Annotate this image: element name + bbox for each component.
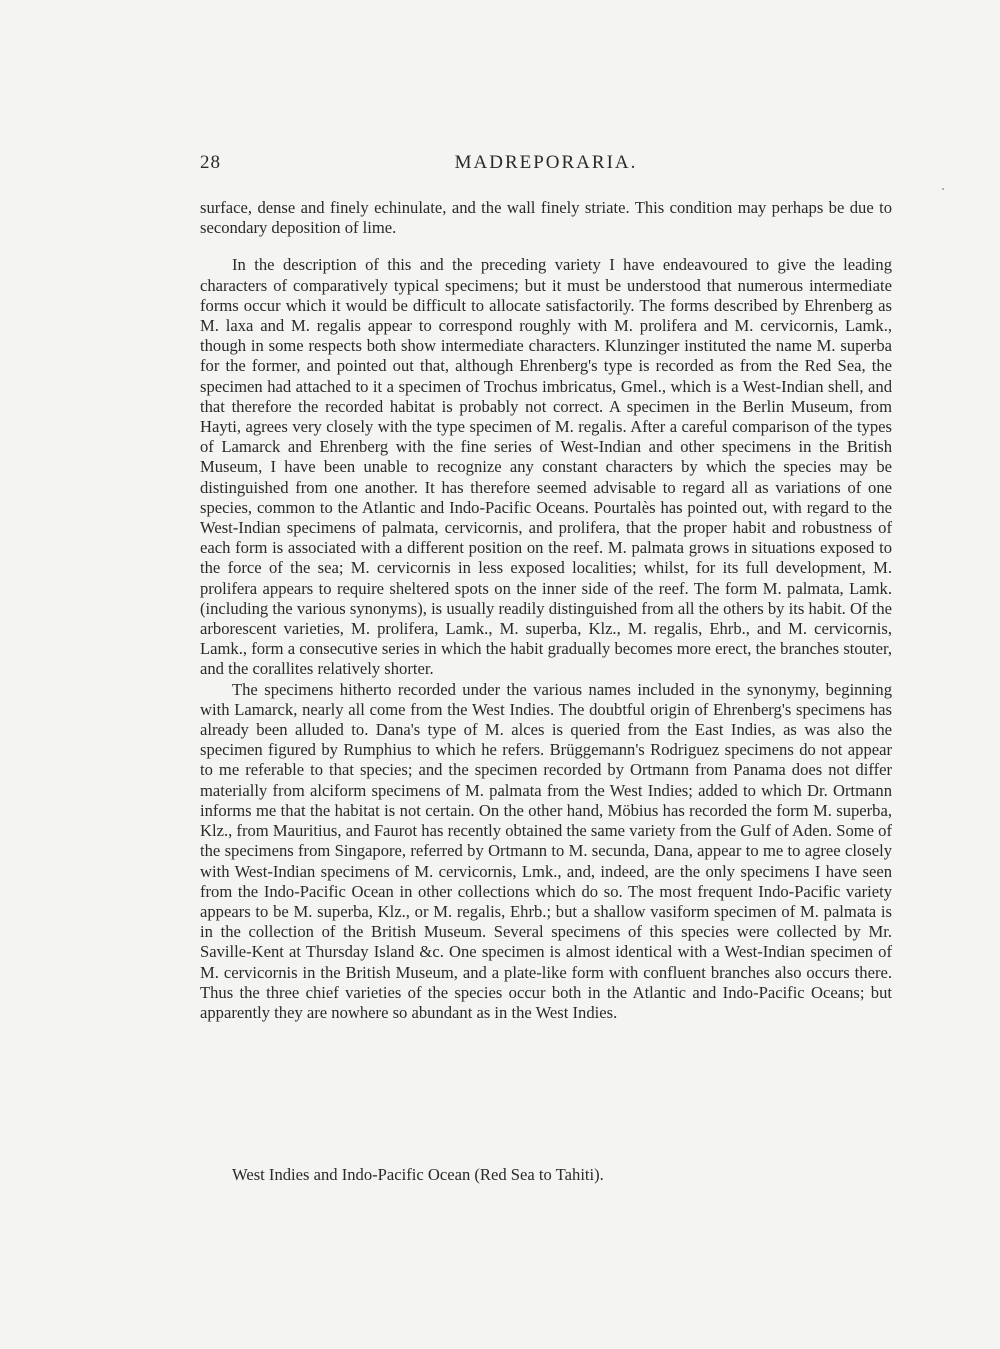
paragraph-description: In the description of this and the preceding variety I have endeavoured to give the leading characters of comparatively typical specimens; but it must be understood that numerous intermediate forms occur which it would be difficult to allocate satisfactorily. The forms described by Ehrenberg as M. laxa and M. regalis appear to correspond roughly with M. prolifera and M. cervicornis, Lamk., though in some respects both show intermediate characters. Klunzinger instituted the name M. superba for the former, and pointed out that, although Ehrenberg's type is recorded as from the Red Sea, the specimen had attached to it a specimen of Trochus imbricatus, Gmel., which is a West-Indian shell, and that therefore the recorded habitat is probably not correct. A specimen in the Berlin Museum, from Hayti, agrees very closely with the type specimen of M. regalis. After a careful comparison of the types of Lamarck and Ehrenberg with the fine series of West-Indian and other specimens in the British Museum, I have been unable to recognize any constant characters by which the species may be distinguished from one another. It has therefore seemed advisable to regard all as variations of one species, common to the Atlantic and Indo-Pacific Oceans. Pourtalès has pointed out, with regard to the West-Indian specimens of palmata, cervicornis, and prolifera, that the proper habit and robustness of each form is associated with a different position on the reef. M. palmata grows in situations exposed to the force of the sea; M. cervicornis in less exposed localities; whilst, for its full development, M. prolifera appears to require sheltered spots on the inner side of the reef. The form M. palmata, Lamk. (including the various synonyms), is usually readily distinguished from all the others by its habit. Of the arborescent varieties, M. prolifera, Lamk., M. superba, Klz., M. regalis, Ehrb., and M. cervicornis, Lamk., form a consecutive series in which the habit gradually becomes more erect, the branches stouter, and the corallites relatively shorter. (200, 255, 892, 679)
page-number: 28 (200, 152, 221, 173)
body-text (200, 198, 892, 1023)
paragraph-distribution-discussion: The specimens hitherto recorded under the various names included in the synonymy, beginning with Lamarck, nearly all come from the West Indies. The doubtful origin of Ehrenberg's specimens has already been alluded to. Dana's type of M. alces is queried from the East Indies, as was also the specimen figured by Rumphius to which he refers. Brüggemann's Rodriguez specimens do not appear to me referable to that species; and the specimen recorded by Ortmann from Panama does not differ materially from alciform specimens of M. palmata from the West Indies; added to which Dr. Ortmann informs me that the habitat is not certain. On the other hand, Möbius has recorded the form M. superba, Klz., from Mauritius, and Faurot has recently obtained the same variety from the Gulf of Aden. Some of the specimens from Singapore, referred by Ortmann to M. secunda, Dana, appear to me to agree closely with West-Indian specimens of M. cervicornis, Lmk., and, indeed, are the only specimens I have seen from the Indo-Pacific Ocean in other collections which do so. The most frequent Indo-Pacific variety appears to be M. superba, Klz., or M. regalis, Ehrb.; but a shallow vasiform specimen of M. palmata is in the collection of the British Museum. Several specimens of this species were collected by Mr. Saville-Kent at Thursday Island &c. One specimen is almost identical with a West-Indian specimen of M. cervicornis in the British Museum, and a plate-like form with confluent branches also occurs there. Thus the three chief varieties of the species occur both in the Atlantic and Indo-Pacific Oceans; but apparently they are nowhere so abundant as in the West Indies. (200, 679, 892, 1022)
paragraph-continuation: surface, dense and finely echinulate, and the wall finely striate. This condition may perhaps be due to secondary deposition of lime. (200, 198, 892, 238)
page-header-title: MADREPORARIA. (454, 152, 638, 173)
running-head (200, 152, 892, 178)
margin-mark (942, 188, 944, 190)
distribution-line: West Indies and Indo-Pacific Ocean (Red Sea to Tahiti). (232, 1165, 604, 1184)
